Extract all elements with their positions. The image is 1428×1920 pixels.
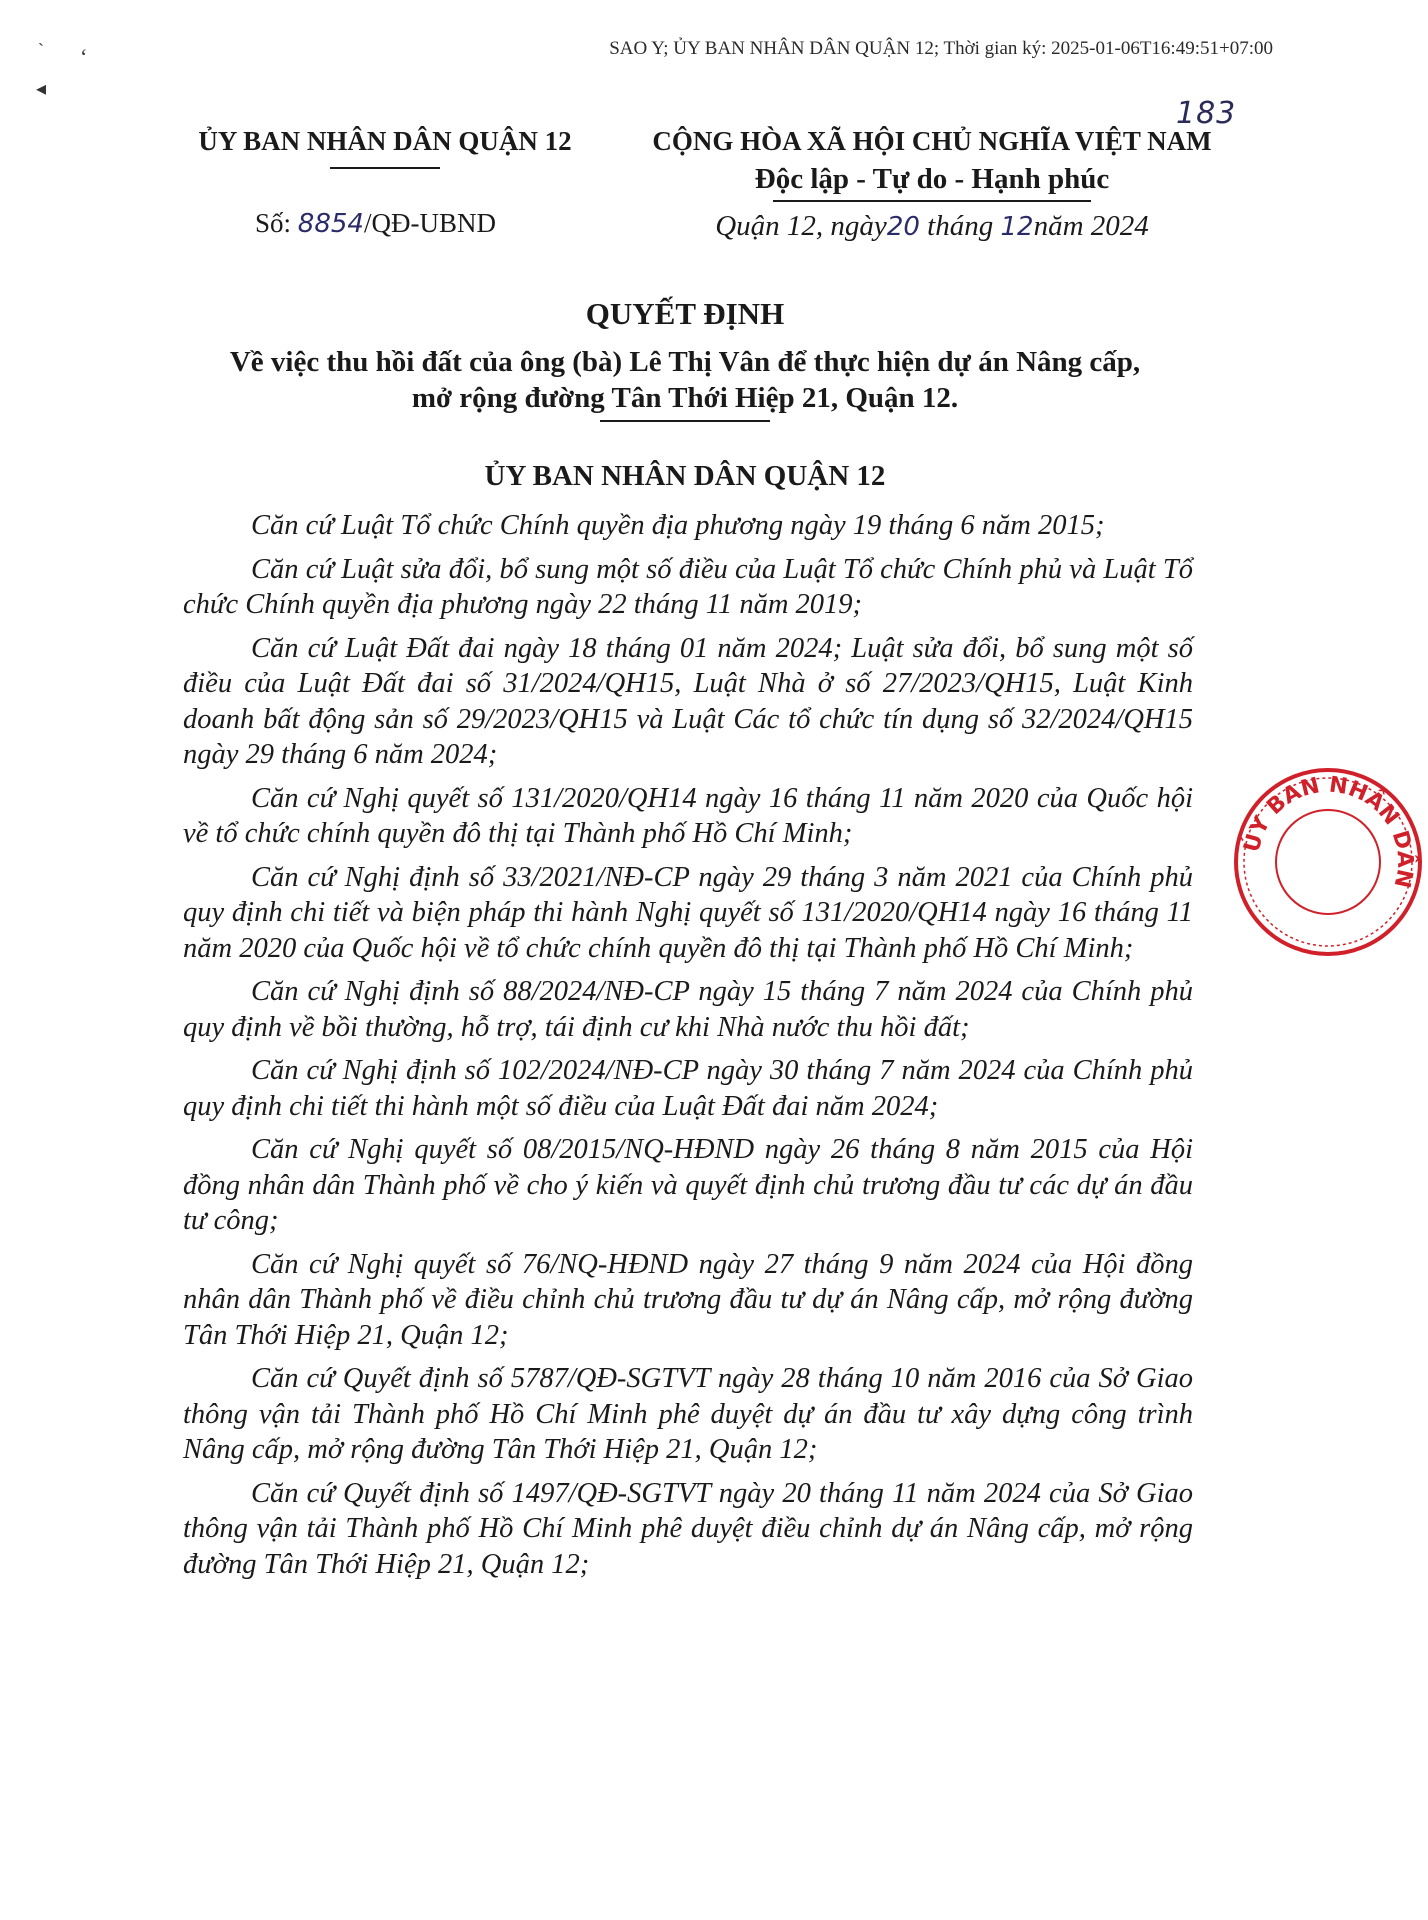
date-prefix: Quận 12, ngày xyxy=(715,210,887,242)
legal-basis-paragraph: Căn cứ Quyết định số 5787/QĐ-SGTVT ngày 28 tháng 10 năm 2016 của Sở Giao thông vận tải Thành phố Hồ Chí Minh phê duyệt dự án đầu tư xây dựng công trình Nâng cấp, mở rộng đường Tân Thới Hiệp 21, Quận 12; xyxy=(183,1363,1193,1465)
legal-basis-paragraph: Căn cứ Nghị định số 102/2024/NĐ-CP ngày 30 tháng 7 năm 2024 của Chính phủ quy định chi tiết thi hành một số điều của Luật Đất đai năm 2024; xyxy=(183,1055,1193,1122)
document-number xyxy=(255,208,496,239)
legal-basis-paragraph: Căn cứ Nghị định số 33/2021/NĐ-CP ngày 29 tháng 3 năm 2021 của Chính phủ quy định chi tiết và biện pháp thi hành Nghị quyết số 131/2020/QH14 ngày 16 tháng 11 năm 2020 của Quốc hội về tổ chức chính quyền đô thị tại Thành phố Hồ Chí Minh; xyxy=(183,861,1193,964)
legal-basis-paragraph: Căn cứ Nghị quyết số 08/2015/NQ-HĐND ngày 26 tháng 8 năm 2015 của Hội đồng nhân dân Thành phố về cho ý kiến và quyết định chủ trương đầu tư các dự án đầu tư công; xyxy=(183,1134,1193,1236)
subject-underline xyxy=(600,420,770,422)
legal-basis-paragraph: Căn cứ Nghị quyết số 76/NQ-HĐND ngày 27 tháng 9 năm 2024 của Hội đồng nhân dân Thành phố về điều chỉnh chủ trương đầu tư dự án Nâng cấp, mở rộng đường Tân Thới Hiệp 21, Quận 12; xyxy=(183,1248,1193,1351)
subject-line: mở rộng đường Tân Thới Hiệp 21, Quận 12. xyxy=(411,382,959,414)
decision-title: QUYẾT ĐỊNH xyxy=(585,296,785,331)
agency-underline xyxy=(330,167,440,169)
issuing-agency: ỦY BAN NHÂN DÂN QUẬN 12 xyxy=(198,126,572,156)
svg-text:ỦY BAN NHÂN DÂN xyxy=(1237,773,1419,890)
legal-basis-paragraph: Căn cứ Luật Đất đai ngày 18 tháng 01 năm 2024; Luật sửa đổi, bổ sung một số điều của Luật Đất đai số 31/2024/QH15, Luật Nhà ở số 27/2023/QH15, Luật Kinh doanh bất động sản số 29/2023/QH15 và Luật Các tổ chức tín dụng số 32/2024/QH15 ngày 29 tháng 6 năm 2024; xyxy=(183,632,1193,770)
doc-number-suffix: /QĐ-UBND xyxy=(363,208,496,238)
legal-basis-paragraph: Căn cứ Quyết định số 1497/QĐ-SGTVT ngày 20 tháng 11 năm 2024 của Sở Giao thông vận tải Thành phố Hồ Chí Minh phê duyệt điều chỉnh dự án Nâng cấp, mở rộng đường Tân Thới Hiệp 21, Quận 12; xyxy=(183,1477,1193,1580)
date-day-handwritten: 20 xyxy=(886,212,920,242)
motto-underline xyxy=(773,200,1091,202)
decision-title-block xyxy=(120,296,1250,422)
legal-basis-paragraph: Căn cứ Nghị quyết số 131/2020/QH14 ngày 16 tháng 11 năm 2020 của Quốc hội về tổ chức chính quyền đô thị tại Thành phố Hồ Chí Minh; xyxy=(183,782,1193,849)
subject-line: Về việc thu hồi đất của ông (bà) Lê Thị Vân để thực hiện dự án Nâng cấp, xyxy=(229,346,1141,378)
legal-basis-list xyxy=(183,508,1193,1590)
official-stamp-seal xyxy=(1228,762,1428,962)
scan-speck-mark: ˋ xyxy=(38,40,44,60)
date-month-handwritten: 12 xyxy=(1000,212,1034,242)
issuing-agency-block xyxy=(155,126,615,169)
date-month-word: tháng xyxy=(919,210,1001,242)
legal-basis-paragraph: Căn cứ Luật sửa đổi, bổ sung một số điều của Luật Tổ chức Chính phủ và Luật Tổ chức Chính quyền địa phương ngày 22 tháng 11 năm 2019; xyxy=(183,553,1193,620)
document-date xyxy=(612,210,1252,243)
national-header-block xyxy=(612,126,1252,202)
stamp-text: ỦY BAN NHÂN DÂN xyxy=(1239,772,1418,891)
doc-number-prefix: Số: xyxy=(255,208,298,238)
national-motto: Độc lập - Tự do - Hạnh phúc xyxy=(754,163,1110,195)
scan-speck-mark: ʻ xyxy=(80,44,88,69)
digital-signature-line: SAO Y; ỦY BAN NHÂN DÂN QUẬN 12; Thời gian ký: 2025-01-06T16:49:51+07:00 xyxy=(609,38,1273,59)
handwritten-page-number: 183 xyxy=(1176,96,1237,131)
doc-number-handwritten: 8854 xyxy=(297,209,364,239)
national-title: CỘNG HÒA XÃ HỘI CHỦ NGHĨA VIỆT NAM xyxy=(652,126,1212,156)
scan-speck-mark: ◂ xyxy=(36,78,47,100)
authority-heading: ỦY BAN NHÂN DÂN QUẬN 12 xyxy=(484,460,886,492)
date-suffix: năm 2024 xyxy=(1033,210,1149,242)
decision-subject xyxy=(120,344,1250,416)
legal-basis-paragraph: Căn cứ Nghị định số 88/2024/NĐ-CP ngày 15 tháng 7 năm 2024 của Chính phủ quy định về bồi thường, hỗ trợ, tái định cư khi Nhà nước thu hồi đất; xyxy=(183,976,1193,1043)
legal-basis-paragraph: Căn cứ Luật Tổ chức Chính quyền địa phương ngày 19 tháng 6 năm 2015; xyxy=(251,510,1105,541)
